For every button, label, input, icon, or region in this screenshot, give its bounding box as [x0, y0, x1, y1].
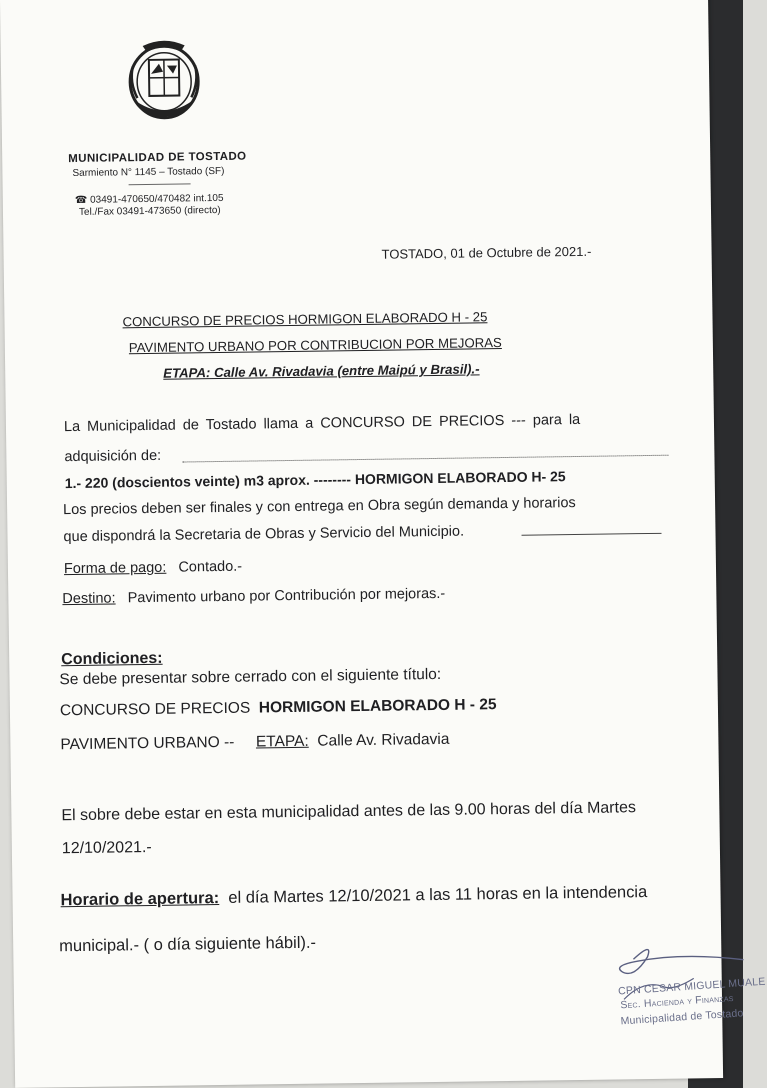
item-line: 1.- 220 (doscientos veinte) m3 aprox. -------- HORMIGON ELABORADO H- 25	[64, 468, 566, 492]
municipality-phone: ☎ 03491-470650/470482 int.105	[74, 192, 224, 206]
conditions-line-3-b: Calle Av. Rivadavia	[308, 730, 450, 750]
conditions-line-2	[60, 696, 497, 720]
destination-row	[62, 586, 445, 607]
stamp-org: Municipalidad de Tostado	[620, 1007, 744, 1028]
prices-line-1: Los precios deben ser finales y con entrega en Obra según demanda y horarios	[63, 495, 576, 519]
conditions-line-2-a: CONCURSO DE PRECIOS	[59, 699, 259, 720]
opening-line-1	[60, 883, 647, 910]
municipality-address: Sarmiento N° 1145 – Tostado (SF)	[72, 165, 225, 180]
payment-label: Forma de pago:	[63, 559, 167, 578]
fill-line	[522, 533, 662, 536]
conditions-line-3	[60, 731, 449, 754]
conditions-line-3-a: PAVIMENTO URBANO --	[60, 733, 257, 754]
title-line-2: PAVIMENTO URBANO POR CONTRIBUCION POR MEJORAS	[128, 335, 502, 356]
intro-text: La Municipalidad de Tostado llama a CONCURSO DE PRECIOS --- para la	[63, 411, 581, 436]
stamp-role: Sec. Hacienda y Finanzas	[620, 991, 734, 1012]
opening-line-2: municipal.- ( o día siguiente hábil).-	[59, 933, 317, 956]
divider	[129, 183, 191, 185]
conditions-heading: Condiciones:	[61, 649, 163, 669]
payment-value: Contado.-	[178, 558, 243, 576]
opening-label: Horario de apertura:	[60, 889, 220, 910]
submission-line-1: El sobre debe estar en esta municipalidad antes de las 9.00 horas del día Martes	[61, 799, 637, 825]
municipality-name: MUNICIPALIDAD DE TOSTADO	[68, 150, 247, 166]
etapa-label: ETAPA:	[255, 732, 309, 751]
prices-line-2: que dispondrá la Secretaria de Obras y Servicio del Municipio.	[63, 523, 465, 546]
stamp-name: CPN CESAR MIGUEL MUALE	[617, 975, 766, 998]
conditions-line-1: Se debe presentar sobre cerrado con el siguiente título:	[59, 665, 442, 689]
title-line-3: ETAPA: Calle Av. Rivadavia (entre Maipú y Brasil).-	[163, 361, 480, 381]
acquisition-label: adquisición de:	[64, 447, 162, 466]
municipal-seal-logo	[123, 35, 206, 122]
conditions-line-2-b: HORMIGON ELABORADO H - 25	[258, 696, 497, 717]
title-line-1: CONCURSO DE PRECIOS HORMIGON ELABORADO H - 25	[122, 309, 488, 330]
opening-text: el día Martes 12/10/2021 a las 11 horas en la intendencia	[219, 883, 648, 908]
destination-label: Destino:	[62, 590, 116, 608]
destination-value: Pavimento urbano por Contribución por mejoras.-	[127, 585, 446, 607]
dotted-leader	[182, 455, 668, 463]
document-date: TOSTADO, 01 de Octubre de 2021.-	[381, 243, 592, 262]
submission-line-2: 12/10/2021.-	[61, 838, 152, 858]
payment-row	[64, 559, 242, 577]
municipality-fax: Tel./Fax 03491-473650 (directo)	[78, 204, 221, 218]
